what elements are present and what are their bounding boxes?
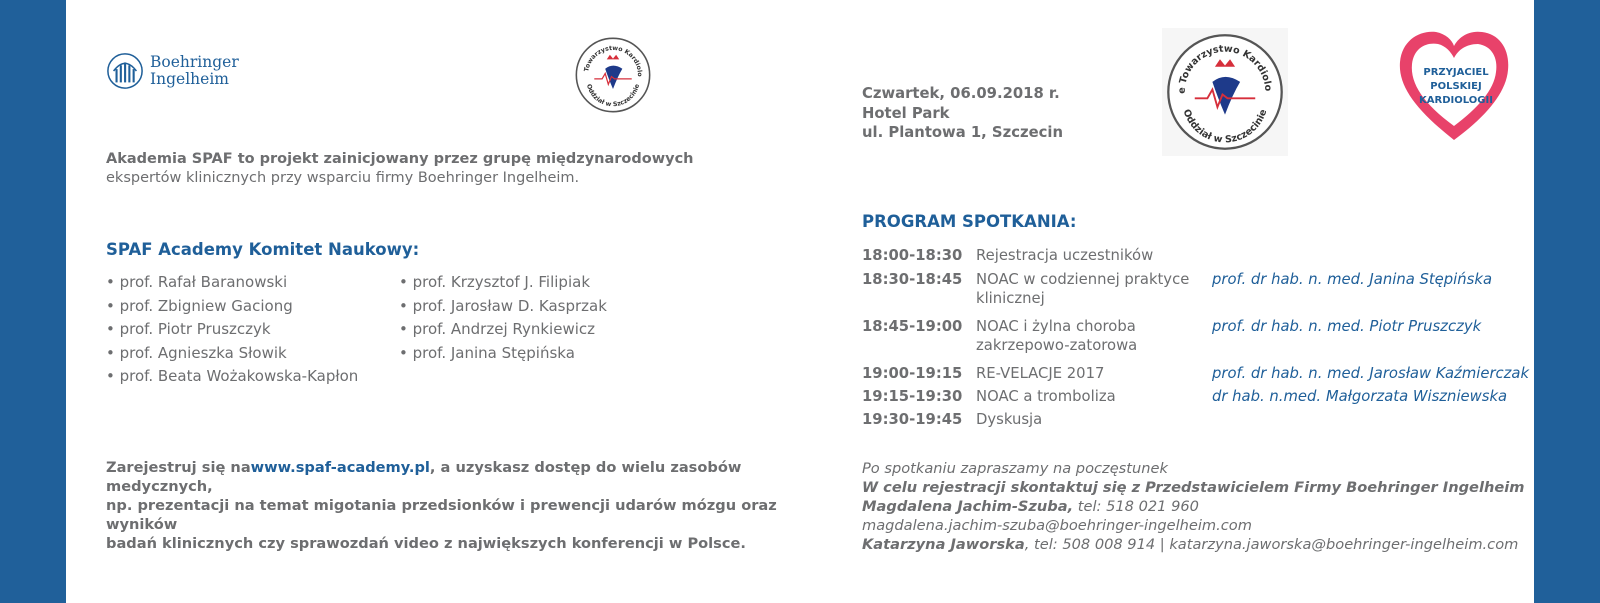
committee-list-col1 (106, 271, 358, 389)
program-speaker: prof. dr hab. n. med. Piotr Pruszczyk (1212, 318, 1482, 335)
intro-line1: Akademia SPAF to projekt zainicjowany przez grupę międzynarodowych (106, 151, 694, 167)
contact-name1: Magdalena Jachim-Szuba, (862, 498, 1074, 515)
event-venue: Hotel Park (862, 104, 950, 122)
svg-text:POLSKIEJ: POLSKIEJ (1430, 81, 1482, 92)
intro-text (106, 150, 746, 188)
heart-icon (1396, 28, 1512, 146)
intro-line2: ekspertów klinicznych przy wsparciu firmy Boehringer Ingelheim. (106, 170, 580, 186)
program-time: 18:45-19:00 (862, 318, 963, 335)
svg-text:Polskie Towarzystwo Kardiologi: Towarzystwo Kardiolo (583, 44, 643, 77)
boehringer-line1: Boehringer (150, 53, 239, 71)
committee-title: SPAF Academy Komitet Naukowy: (106, 240, 420, 259)
program-topic: NOAC i żylna choroba zakrzepowo-zatorowa (976, 318, 1138, 354)
program-topic: NOAC a tromboliza (976, 388, 1116, 405)
svg-text:Oddział w Szczecinie: Oddział w Szczecinie (584, 83, 642, 109)
committee-member: • prof. Rafał Baranowski (106, 271, 358, 295)
program-topic: Rejestracja uczestników (976, 247, 1154, 264)
boehringer-line2: Ingelheim (150, 70, 229, 88)
program-topic: Dyskusja (976, 411, 1043, 428)
register-line2: np. prezentacji na temat migotania przedsionków i prewencji udarów mózgu oraz wyników (106, 497, 777, 533)
program-time: 18:30-18:45 (862, 271, 963, 288)
committee-member: • prof. Agnieszka Słowik (106, 342, 358, 366)
committee-member: • prof. Piotr Pruszczyk (106, 318, 358, 342)
svg-text:KARDIOLOGII: KARDIOLOGII (1419, 95, 1493, 106)
contact-name2: Katarzyna Jaworska (862, 536, 1025, 553)
event-address: ul. Plantowa 1, Szczecin (862, 124, 1063, 141)
boehringer-logo (106, 52, 239, 90)
committee-list-col2 (399, 271, 607, 365)
committee-member: • prof. Beata Wożakowska-Kapłon (106, 365, 358, 389)
svg-text:Polskie Towarzystwo Kardiologi: e Towarzystwo Kardiolo (1176, 43, 1274, 95)
ptk-seal-icon (574, 36, 652, 114)
contact-tel1: tel: 518 021 960 (1073, 498, 1199, 515)
register-text (106, 458, 806, 553)
spaf-academy-link[interactable]: www.spaf-academy.pl (250, 459, 430, 476)
committee-member: • prof. Janina Stępińska (399, 342, 607, 366)
program-time: 18:00-18:30 (862, 247, 963, 264)
committee-member: • prof. Krzysztof J. Filipiak (399, 271, 607, 295)
program-speaker: dr hab. n.med. Małgorzata Wiszniewska (1212, 388, 1508, 405)
ptk-logo-small (574, 36, 652, 114)
invitation-sheet (66, 0, 1534, 603)
contact-email1[interactable]: magdalena.jachim-szuba@boehringer-ingelheim.com (862, 517, 1252, 534)
program-topic: RE-VELACJE 2017 (976, 365, 1105, 382)
contact-info (862, 459, 1524, 554)
program-time: 19:30-19:45 (862, 411, 963, 428)
event-date: Czwartek, 06.09.2018 r. (862, 85, 1060, 102)
contact-line1: Po spotkaniu zapraszamy na poczęstunek (862, 460, 1168, 477)
program-time: 19:00-19:15 (862, 365, 963, 382)
program-speaker: prof. dr hab. n. med. Jarosław Kaźmierczak (1212, 365, 1530, 382)
register-line3: badań klinicznych czy sprawozdań video z największych konferencji w Polsce. (106, 535, 746, 552)
svg-text:Oddział w Szczecinie: Oddział w Szczecinie (1180, 107, 1270, 146)
ptk-seal-large-icon (1162, 28, 1288, 156)
register-post: , a uzyskasz dostęp do wielu zasobów medycznych, (106, 459, 742, 495)
ptk-logo-large (1162, 28, 1288, 156)
contact-rest2[interactable]: , tel: 508 008 914 | katarzyna.jaworska@boehringer-ingelheim.com (1024, 536, 1519, 553)
program-time: 19:15-19:30 (862, 388, 963, 405)
committee-member: • prof. Andrzej Rynkiewicz (399, 318, 607, 342)
committee-member: • prof. Zbigniew Gaciong (106, 295, 358, 319)
event-info (862, 84, 1063, 143)
contact-line2: W celu rejestracji skontaktuj się z Przedstawicielem Firmy Boehringer Ingelheim (862, 479, 1525, 496)
przyjaciel-kardiologii-logo (1396, 28, 1512, 146)
committee-member: • prof. Jarosław D. Kasprzak (399, 295, 607, 319)
program-title: PROGRAM SPOTKANIA: (862, 212, 1077, 231)
program-speaker: prof. dr hab. n. med. Janina Stępińska (1212, 271, 1493, 288)
register-pre: Zarejestruj się na (106, 459, 251, 476)
svg-text:PRZYJACIEL: PRZYJACIEL (1423, 67, 1489, 78)
program-topic: NOAC w codziennej praktyce klinicznej (976, 271, 1190, 307)
boehringer-emblem-icon (106, 52, 144, 90)
